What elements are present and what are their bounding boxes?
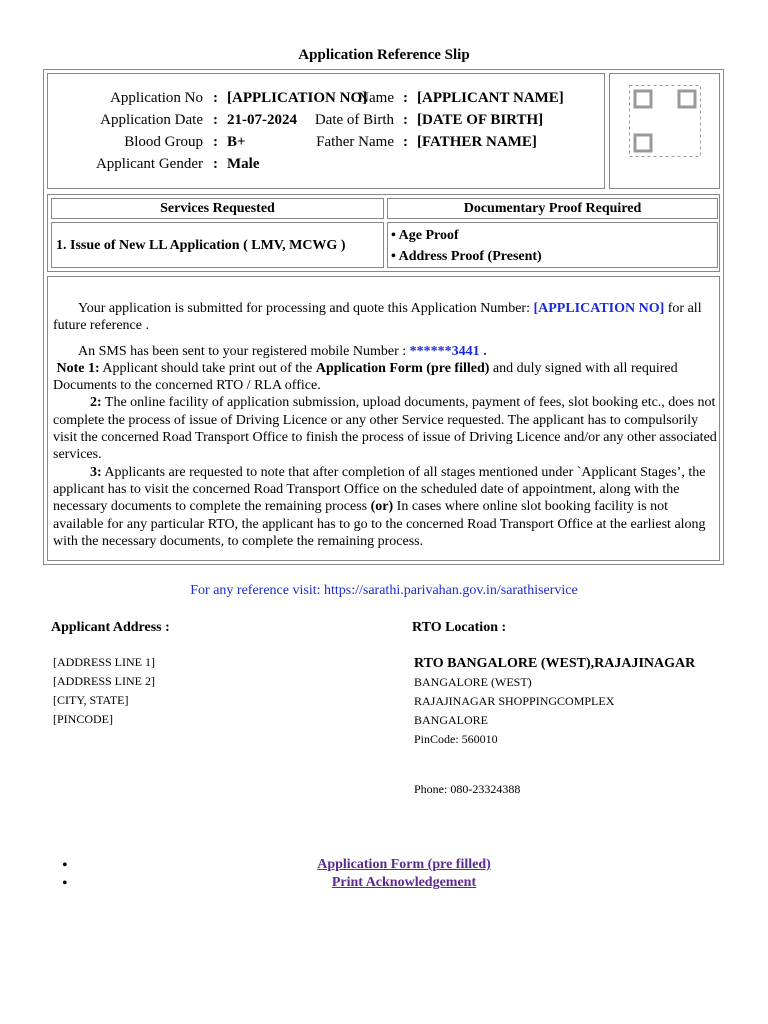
rto-location xyxy=(414,654,695,749)
colon: : xyxy=(213,112,218,128)
application-no-label: Application No xyxy=(110,90,203,106)
sms-paragraph xyxy=(53,343,717,360)
service-item: 1. Issue of New LL Application ( LMV, MCWG ) xyxy=(56,238,346,253)
application-form-link[interactable]: Application Form (pre filled) xyxy=(317,857,491,872)
colon: : xyxy=(213,90,218,106)
father-name-value: [FATHER NAME] xyxy=(417,134,537,150)
bullet-icon: • xyxy=(62,875,68,892)
qr-code-icon xyxy=(629,85,701,157)
applicant-address-heading: Applicant Address : xyxy=(51,620,170,635)
rto-location-heading: RTO Location : xyxy=(412,620,507,635)
reference-link-text: For any reference visit: https://sarathi.parivahan.gov.in/sarathiservice xyxy=(190,583,578,598)
applicant-address xyxy=(53,653,155,729)
blood-group-value: B+ xyxy=(227,134,246,150)
gender-value: Male xyxy=(227,156,260,172)
name-label: Name xyxy=(358,90,394,106)
note-1-bold: Application Form (pre filled) xyxy=(315,360,490,376)
colon: : xyxy=(403,112,408,128)
dob-value: [DATE OF BIRTH] xyxy=(417,112,544,128)
application-no-value: [APPLICATION NO] xyxy=(227,90,368,106)
note-2-text: The online facility of application submission, upload documents, payment of fees, slot booking etc., does not complete the process of issue of Driving Licence or any other Service requested. The applicant has to compulsorily visit the concerned Road Transport Office to finish the process of issue of Driving Licence and/or any other associated services. xyxy=(53,395,717,463)
address-line: [CITY, STATE] xyxy=(53,693,129,707)
name-value: [APPLICANT NAME] xyxy=(417,90,564,106)
proof-item: • Age Proof xyxy=(391,228,459,243)
address-line: [PINCODE] xyxy=(53,712,113,726)
dob-label: Date of Birth xyxy=(314,112,394,128)
note-2 xyxy=(53,394,717,463)
action-links xyxy=(0,857,768,893)
application-date-value: 21-07-2024 xyxy=(227,112,297,128)
submission-text: Your application is submitted for processing and quote this Application Number: xyxy=(78,301,534,316)
note-3-text-end: In cases where online slot booking facility is not available for any particular RTO, the applicant has to go to the concerned Road Transport Office at the earliest along with the necessary documents, to complete the remaining process. xyxy=(53,499,706,549)
rto-pincode: PinCode: 560010 xyxy=(414,732,498,746)
blood-group-label: Blood Group xyxy=(124,134,203,150)
page-title: Application Reference Slip xyxy=(298,47,470,63)
gender-label: Applicant Gender xyxy=(95,156,203,172)
services-header: Services Requested xyxy=(160,201,275,216)
father-name-label: Father Name xyxy=(316,134,394,150)
note-3-label: 3: xyxy=(90,464,102,480)
note-1-text: Applicant should take print out of the xyxy=(99,360,316,376)
note-3-text: Applicants are requested to note that after completion of all stages mentioned under `Applicant Stages’, the applicant has to visit the concerned Road Transport Office on the scheduled date of appointment, along with the necessary documents to complete the remaining process xyxy=(53,464,706,515)
colon: : xyxy=(213,156,218,172)
print-acknowledgement-link[interactable]: Print Acknowledgement xyxy=(331,875,477,890)
note-3-or: (or) xyxy=(370,499,394,515)
note-1-label: Note 1: xyxy=(56,360,100,376)
notes-text xyxy=(53,300,717,550)
note-1 xyxy=(53,360,717,395)
note-1-text-end: and duly signed with all required Documents to the concerned RTO / RLA office. xyxy=(53,360,678,394)
application-date-label: Application Date xyxy=(100,112,203,128)
address-line: [ADDRESS LINE 1] xyxy=(53,655,155,669)
proof-header: Documentary Proof Required xyxy=(463,201,642,216)
rto-address-line: RAJAJINAGAR SHOPPINGCOMPLEX xyxy=(414,694,615,708)
rto-phone: Phone: 080-23324388 xyxy=(414,782,521,796)
note-2-label: 2: xyxy=(90,395,102,411)
rto-name: RTO BANGALORE (WEST),RAJAJINAGAR xyxy=(414,656,696,671)
rto-address-line: BANGALORE (WEST) xyxy=(414,675,532,689)
sms-text: An SMS has been sent to your registered mobile Number : xyxy=(78,343,410,359)
list-item xyxy=(0,875,768,893)
colon: : xyxy=(213,134,218,150)
note-3 xyxy=(53,464,717,550)
colon: : xyxy=(403,134,408,150)
colon: : xyxy=(403,90,408,106)
bullet-icon: • xyxy=(62,857,68,874)
submission-paragraph xyxy=(53,300,717,335)
submission-text-end: for all future reference . xyxy=(53,301,702,334)
list-item xyxy=(0,857,768,875)
application-number-highlight: [APPLICATION NO] xyxy=(533,301,665,316)
rto-address-line: BANGALORE xyxy=(414,713,488,727)
mobile-number-masked: ******3441 . xyxy=(409,343,487,359)
address-line: [ADDRESS LINE 2] xyxy=(53,674,155,688)
proof-item: • Address Proof (Present) xyxy=(391,249,542,264)
